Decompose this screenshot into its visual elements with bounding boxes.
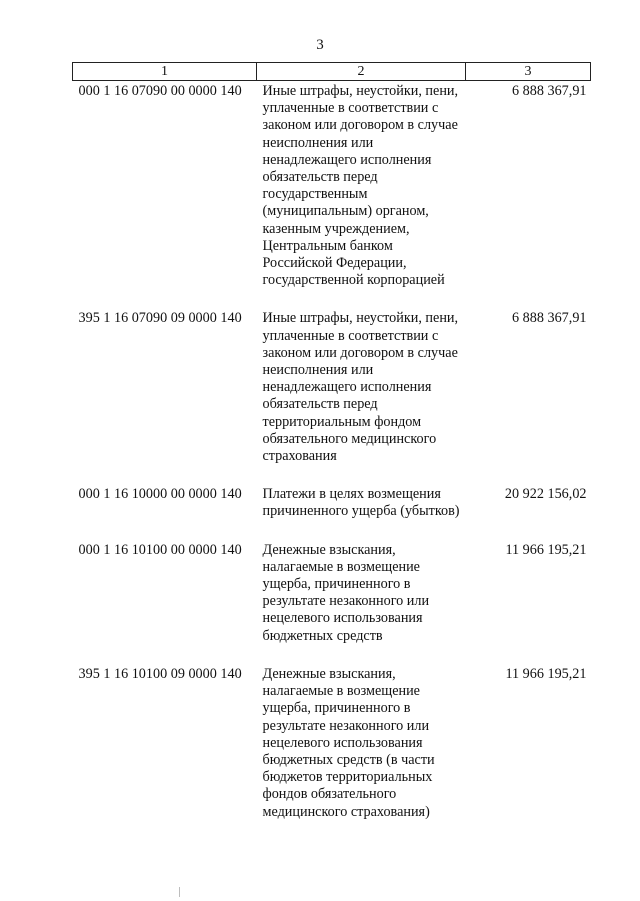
scan-margin-mark <box>179 887 180 897</box>
column-header-name: 2 <box>257 63 466 81</box>
row-spacer <box>73 465 591 484</box>
column-header-code: 1 <box>73 63 257 81</box>
row-spacer <box>73 645 591 664</box>
budget-revenue-table <box>72 62 591 821</box>
row-spacer <box>73 289 591 308</box>
row-amount: 6 888 367,91 <box>512 310 587 327</box>
row-spacer <box>73 521 591 540</box>
row-name: Иные штрафы, неустойки, пени, уплаченные в соответствии с законом или договором в случае неисполнения или ненадлежащего исполнения обязательств перед территориальным фондом обязательного медицинского страхования <box>262 310 459 465</box>
table-row <box>73 484 591 520</box>
row-name: Денежные взыскания, налагаемые в возмещение ущерба, причиненного в результате незаконного или нецелевого использования бюджетных средств <box>262 541 430 644</box>
row-name: Платежи в целях возмещения причиненного ущерба (убытков) <box>262 486 460 520</box>
table-row <box>73 308 591 465</box>
row-code: 000 1 16 07090 00 0000 140 <box>78 83 242 99</box>
table-row <box>73 540 591 645</box>
table-row <box>73 664 591 821</box>
table-row <box>73 81 591 290</box>
row-name: Денежные взыскания, налагаемые в возмещение ущерба, причиненного в результате незаконного или нецелевого использования бюджетных средств (в части бюджетов территориальных фондов обязательного медицинского страхования) <box>262 665 435 820</box>
table-header-row <box>73 63 591 81</box>
row-code: 395 1 16 10100 09 0000 140 <box>78 665 242 682</box>
page-number: 3 <box>316 37 324 53</box>
row-amount: 6 888 367,91 <box>512 83 587 99</box>
row-code: 000 1 16 10100 00 0000 140 <box>78 541 242 558</box>
column-header-amount: 3 <box>466 63 591 81</box>
row-amount: 20 922 156,02 <box>504 486 587 503</box>
row-amount: 11 966 195,21 <box>505 665 587 682</box>
row-code: 395 1 16 07090 09 0000 140 <box>78 310 242 327</box>
row-amount: 11 966 195,21 <box>505 541 587 558</box>
row-name: Иные штрафы, неустойки, пени, уплаченные в соответствии с законом или договором в случае неисполнения или ненадлежащего исполнения обязательств перед государственным (муниципальным) органом, казенным учреждением, Центральным банком Российской Федерации, государственной корпорацией <box>262 83 459 289</box>
row-code: 000 1 16 10000 00 0000 140 <box>78 486 242 503</box>
